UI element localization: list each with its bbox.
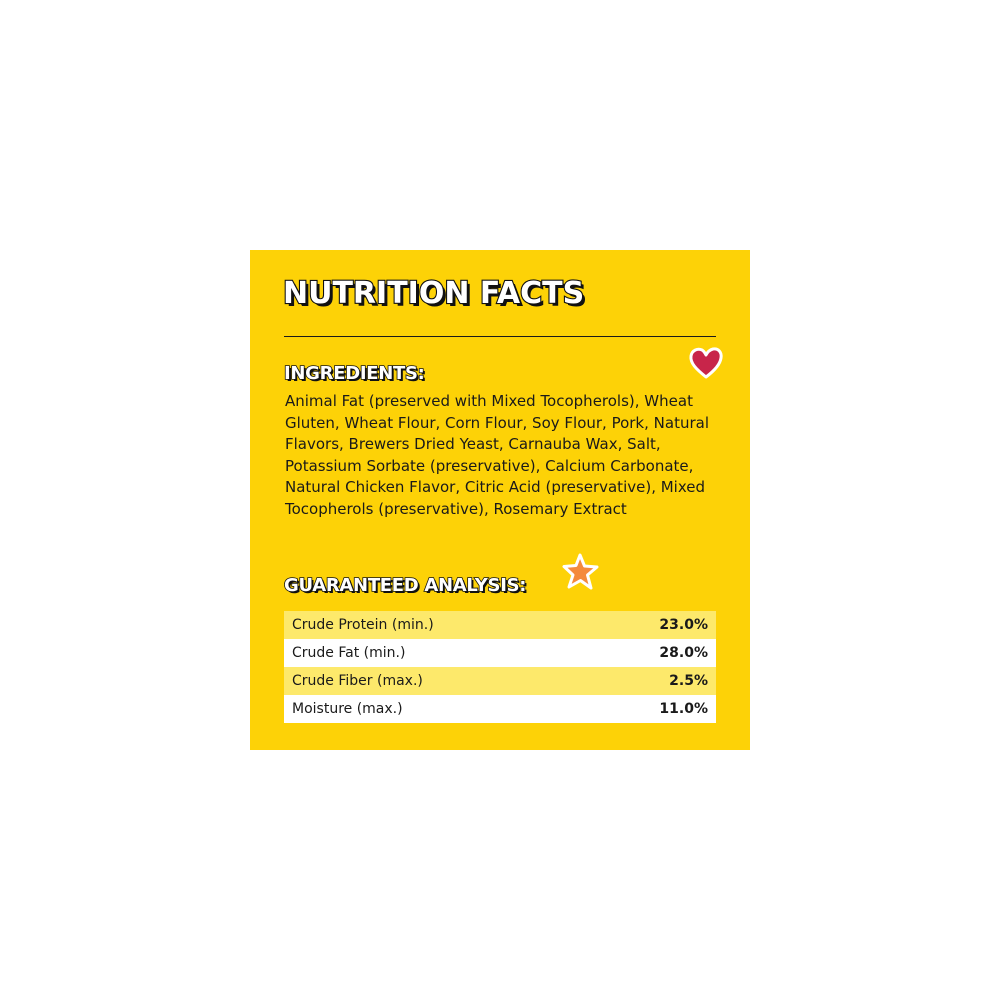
analysis-value: 11.0% (659, 701, 708, 717)
analysis-label: Crude Fiber (max.) (292, 673, 423, 689)
analysis-value: 23.0% (659, 617, 708, 633)
analysis-value: 2.5% (669, 673, 708, 689)
nutrition-panel (250, 250, 750, 750)
analysis-label: Crude Fat (min.) (292, 645, 406, 661)
ingredients-heading: INGREDIENTS: (284, 363, 425, 384)
table-row (284, 695, 716, 723)
table-row (284, 611, 716, 639)
heart-icon (688, 346, 724, 380)
title-divider (284, 336, 716, 337)
ingredients-text: Animal Fat (preserved with Mixed Tocopherols), Wheat Gluten, Wheat Flour, Corn Flour, Soy Flour, Pork, Natural Flavors, Brewers Dried Yeast, Carnauba Wax, Salt, Potassium Sorbate (preservative), Calcium Carbonate, Natural Chicken Flavor, Citric Acid (preservative), Mixed Tocopherols (preservative), Rosemary Extract (285, 392, 709, 518)
guaranteed-analysis-heading: GUARANTEED ANALYSIS: (284, 575, 527, 596)
table-row (284, 639, 716, 667)
analysis-value: 28.0% (659, 645, 708, 661)
table-row (284, 667, 716, 695)
analysis-label: Moisture (max.) (292, 701, 403, 717)
analysis-label: Crude Protein (min.) (292, 617, 434, 633)
guaranteed-analysis-table (284, 611, 716, 723)
page-title: NUTRITION FACTS (283, 276, 585, 311)
star-icon (561, 552, 601, 592)
